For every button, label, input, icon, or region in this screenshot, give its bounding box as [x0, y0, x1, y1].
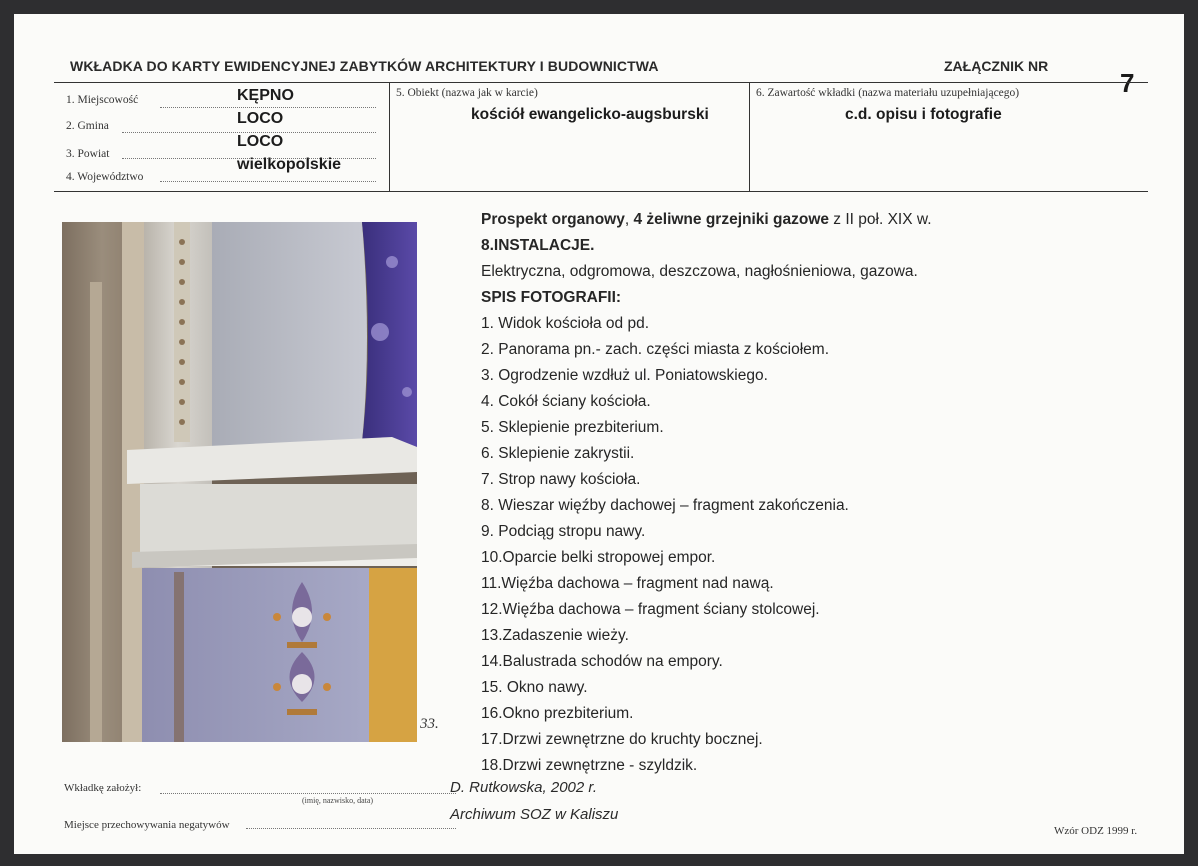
description-block [481, 207, 1161, 779]
object-label: 5. Obiekt (nazwa jak w karcie) [396, 87, 538, 99]
photo-list-item: 11.Więźba dachowa – fragment nad nawą. [481, 575, 774, 592]
heaters-text: 4 żeliwne grzejniki gazowe [633, 211, 829, 228]
author-dots [160, 793, 456, 794]
storage-dots [246, 828, 456, 829]
header-top-rule [54, 82, 1148, 83]
photo-list-item: 3. Ogrodzenie wzdłuż ul. Poniatowskiego. [481, 367, 768, 384]
header-bottom-rule [54, 191, 1148, 192]
author-note: (imię, nazwisko, data) [302, 796, 374, 805]
object-value: kościół ewangelicko-augsburski [471, 106, 709, 123]
gmina-value: LOCO [237, 110, 284, 127]
photo-list-item: 5. Sklepienie prezbiterium. [481, 419, 664, 436]
storage-value: Archiwum SOZ w Kaliszu [450, 806, 619, 823]
photo-number: 33. [420, 716, 439, 732]
template-label: Wzór ODZ 1999 r. [1054, 825, 1138, 837]
storage-label: Miejsce przechowywania negatywów [64, 819, 230, 831]
photo-list-item: 1. Widok kościoła od pd. [481, 315, 650, 332]
divider-left [389, 82, 390, 191]
photo-list-item: 8. Wieszar więźby dachowej – fragment zakończenia. [481, 497, 849, 514]
attachment-number: 7 [1120, 68, 1135, 98]
photo-list-item: 13.Zadaszenie wieży. [481, 627, 629, 644]
gmina-label: 2. Gmina [66, 120, 109, 132]
miejscowosc-label: 1. Miejscowość [66, 94, 139, 106]
divider-right [749, 82, 750, 191]
dating-text: z II poł. XIX w. [829, 211, 932, 228]
author-value: D. Rutkowska, 2002 r. [450, 779, 598, 796]
powiat-value: LOCO [237, 133, 284, 150]
organ-prospect-text: Prospekt organowy [481, 211, 625, 228]
church-interior-photo [62, 222, 417, 742]
contents-value: c.d. opisu i fotografie [845, 106, 1002, 123]
photo-list-item: 17.Drzwi zewnętrzne do kruchty bocznej. [481, 731, 763, 748]
wojewodztwo-value: wielkopolskie [237, 156, 342, 173]
wojewodztwo-dots [160, 181, 376, 182]
section-installations-heading: 8.INSTALACJE. [481, 237, 595, 254]
powiat-label: 3. Powiat [66, 148, 110, 160]
photo-list-item: 7. Strop nawy kościoła. [481, 471, 641, 488]
photo-list-item: 2. Panorama pn.- zach. części miasta z kościołem. [481, 341, 830, 358]
photo-list-item: 16.Okno prezbiterium. [481, 705, 634, 722]
contents-label: 6. Zawartość wkładki (nazwa materiału uzupełniającego) [756, 87, 1020, 99]
photo-list-item: 12.Więźba dachowa – fragment ściany stolcowej. [481, 601, 820, 618]
photo-list-item: 14.Balustrada schodów na empory. [481, 653, 723, 670]
section-photos-heading: SPIS FOTOGRAFII: [481, 289, 622, 306]
wojewodztwo-label: 4. Województwo [66, 171, 144, 183]
author-label: Wkładkę założył: [64, 782, 142, 794]
installations-text: Elektryczna, odgromowa, deszczowa, nagłośnieniowa, gazowa. [481, 263, 918, 280]
miejscowosc-dots [160, 107, 376, 108]
photo-list [481, 311, 1161, 779]
photo-list-item: 4. Cokół ściany kościoła. [481, 393, 651, 410]
separator-text: , [624, 211, 634, 228]
form-title: WKŁADKA DO KARTY EWIDENCYJNEJ ZABYTKÓW ARCHITEKTURY I BUDOWNICTWA [70, 58, 659, 74]
attachment-label: ZAŁĄCZNIK NR [944, 58, 1049, 74]
photo-list-item: 10.Oparcie belki stropowej empor. [481, 549, 716, 566]
photo-list-item: 6. Sklepienie zakrystii. [481, 445, 635, 462]
photo-list-item: 15. Okno nawy. [481, 679, 588, 696]
document-page [14, 14, 1184, 854]
photo-list-item: 18.Drzwi zewnętrzne - szyldzik. [481, 757, 698, 774]
miejscowosc-value: KĘPNO [237, 87, 294, 104]
photo-list-item: 9. Podciąg stropu nawy. [481, 523, 646, 540]
description-line-organ [481, 207, 1161, 233]
